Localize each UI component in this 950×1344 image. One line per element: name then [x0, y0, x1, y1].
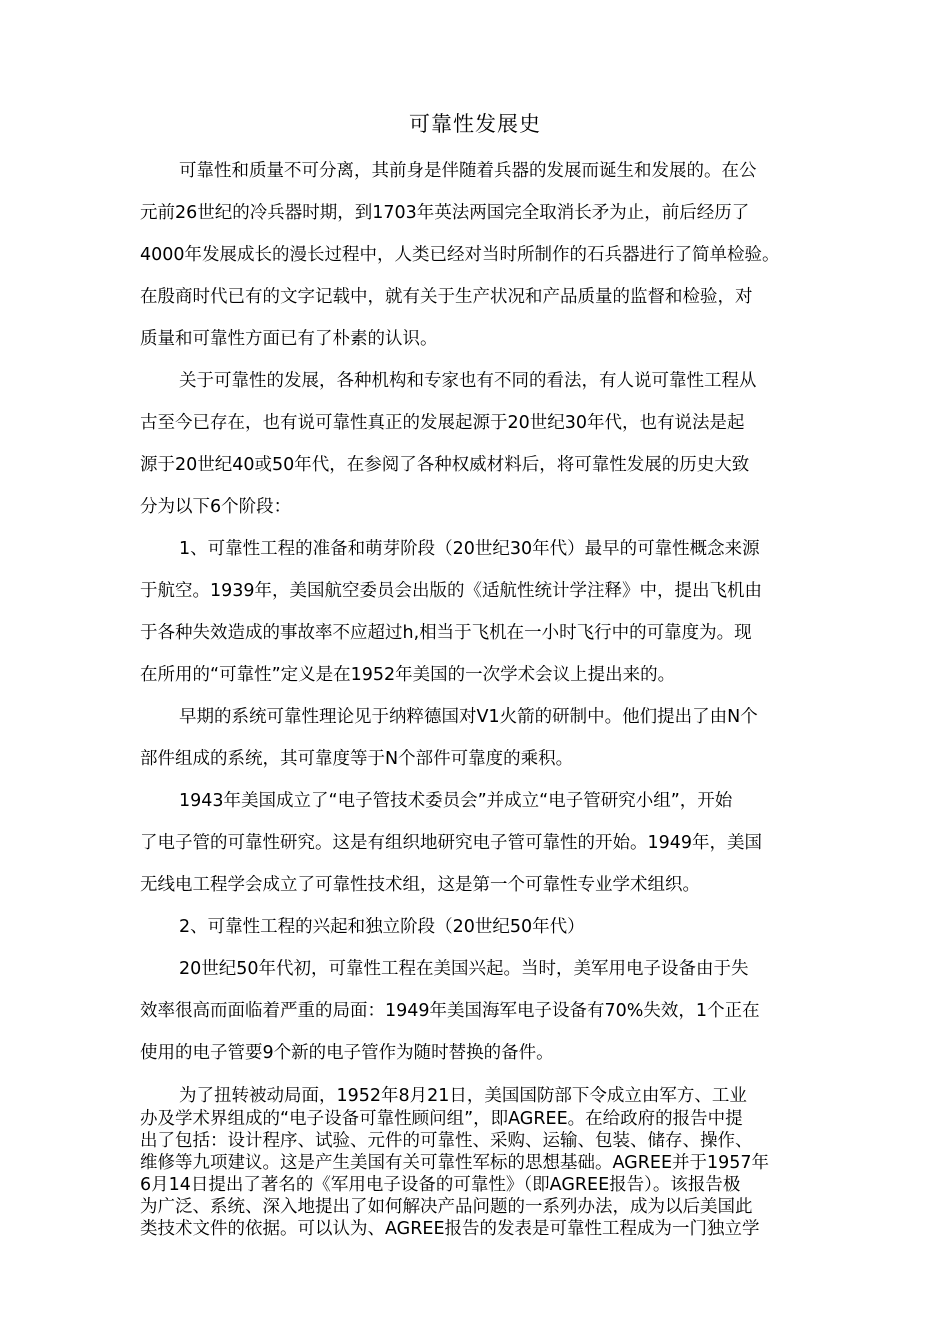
paragraph-line: 质量和可靠性方面已有了朴素的认识。 — [140, 329, 438, 349]
paragraph-line: 出了包括：设计程序、试验、元件的可靠性、采购、运输、包装、储存、操作、 — [140, 1131, 753, 1151]
paragraph-line: 源于20世纪40或50年代，在参阅了各种权威材料后，将可靠性发展的历史大致 — [140, 455, 750, 475]
paragraph-line: 1、可靠性工程的准备和萌芽阶段（20世纪30年代）最早的可靠性概念来源 — [179, 539, 760, 559]
paragraph-line: 元前26世纪的冷兵器时期，到1703年英法两国完全取消长矛为止，前后经历了 — [140, 203, 750, 223]
paragraph-line: 于各种失效造成的事故率不应超过h,相当于飞机在一小时飞行中的可靠度为。现 — [140, 623, 752, 643]
paragraph-line: 部件组成的系统，其可靠度等于N个部件可靠度的乘积。 — [140, 749, 574, 769]
paragraph-line: 早期的系统可靠性理论见于纳粹德国对V1火箭的研制中。他们提出了由N个 — [179, 707, 758, 727]
paragraph-line: 关于可靠性的发展，各种机构和专家也有不同的看法，有人说可靠性工程从 — [179, 371, 757, 391]
paragraph-line: 于航空。1939年，美国航空委员会出版的《适航性统计学注释》中，提出飞机由 — [140, 581, 763, 601]
paragraph-line: 使用的电子管要9个新的电子管作为随时替换的备件。 — [140, 1043, 554, 1063]
paragraph-line: 6月14日提出了著名的《军用电子设备的可靠性》（即AGREE报告）。该报告极 — [140, 1175, 741, 1195]
paragraph-line: 分为以下6个阶段： — [140, 497, 292, 517]
paragraph-line: 为了扭转被动局面，1952年8月21日，美国国防部下令成立由军方、工业 — [179, 1086, 747, 1106]
paragraph-line: 1943年美国成立了“电子管技术委员会”并成立“电子管研究小组”，开始 — [179, 791, 733, 811]
paragraph-line: 维修等九项建议。这是产生美国有关可靠性军标的思想基础。AGREE并于1957年 — [140, 1153, 770, 1173]
paragraph-line: 在所用的“可靠性”定义是在1952年美国的一次学术会议上提出来的。 — [140, 665, 676, 685]
paragraph-line: 类技术文件的依据。可以认为、AGREE报告的发表是可靠性工程成为一门独立学 — [140, 1219, 760, 1239]
paragraph-line: 办及学术界组成的“电子设备可靠性顾问组”，即AGREE。在给政府的报告中提 — [140, 1109, 743, 1129]
paragraph-line: 可靠性和质量不可分离，其前身是伴随着兵器的发展而诞生和发展的。在公 — [179, 161, 757, 181]
paragraph-line: 20世纪50年代初，可靠性工程在美国兴起。当时，美军用电子设备由于失 — [179, 959, 749, 979]
paragraph-line: 无线电工程学会成立了可靠性技术组，这是第一个可靠性专业学术组织。 — [140, 875, 700, 895]
section-heading: 2、可靠性工程的兴起和独立阶段（20世纪50年代） — [179, 917, 585, 937]
paragraph-line: 古至今已存在，也有说可靠性真正的发展起源于20世纪30年代，也有说法是起 — [140, 413, 745, 433]
document-title: 可靠性发展史 — [409, 112, 541, 136]
paragraph-line: 4000年发展成长的漫长过程中，人类已经对当时所制作的石兵器进行了简单检验。 — [140, 245, 780, 265]
paragraph-line: 在殷商时代已有的文字记载中，就有关于生产状况和产品质量的监督和检验，对 — [140, 287, 753, 307]
paragraph-line: 了电子管的可靠性研究。这是有组织地研究电子管可靠性的开始。1949年，美国 — [140, 833, 763, 853]
paragraph-line: 效率很高而面临着严重的局面：1949年美国海军电子设备有70%失效，1个正在 — [140, 1001, 760, 1021]
paragraph-line: 为广泛、系统、深入地提出了如何解决产品问题的一系列办法，成为以后美国此 — [140, 1197, 753, 1217]
